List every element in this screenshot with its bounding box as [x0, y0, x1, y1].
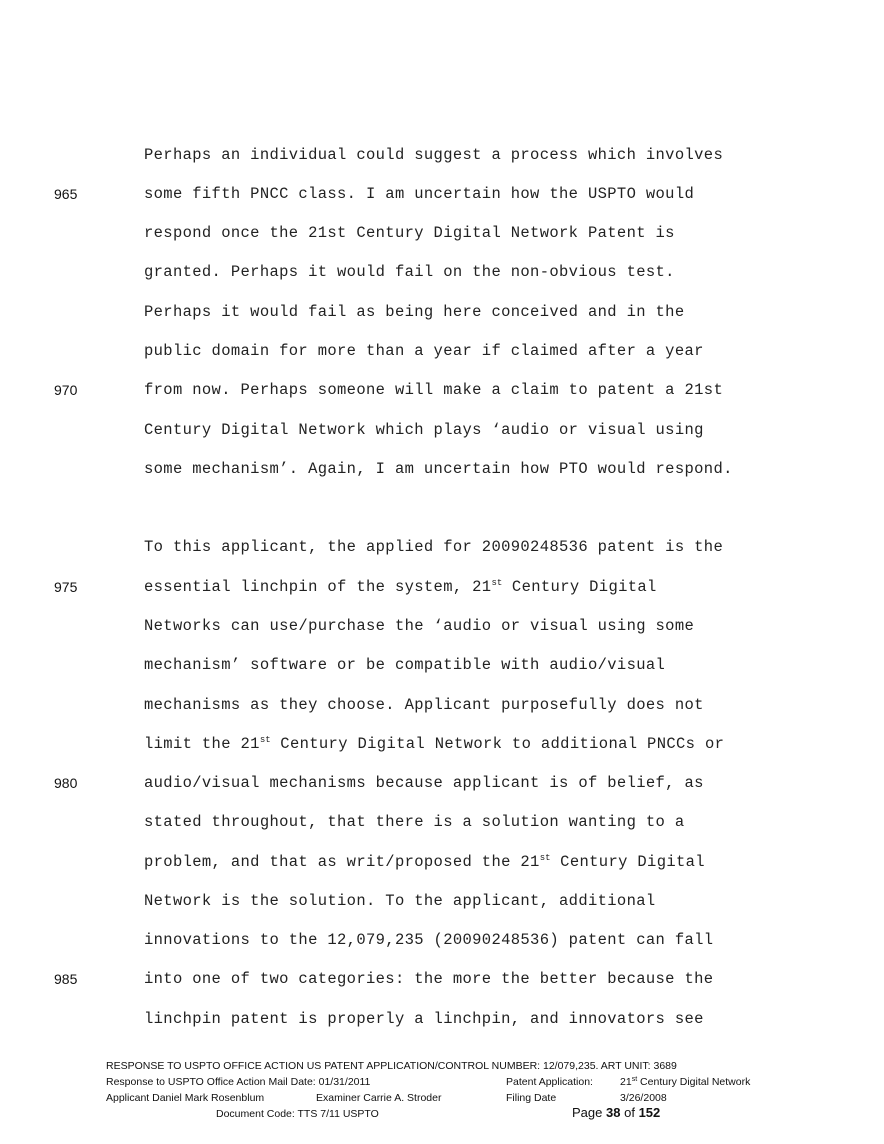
footer-row: [106, 1090, 806, 1106]
footer-applicant: Applicant Daniel Mark Rosenblum: [106, 1092, 265, 1104]
footer-row: [106, 1074, 806, 1090]
text-line: Networks can use/purchase the ‘audio or visual using some: [144, 617, 695, 635]
text-line: respond once the 21st Century Digital Network Patent is: [144, 224, 675, 242]
text-line: limit the 21st Century Digital Network to additional PNCCs or: [144, 735, 725, 753]
text-line: audio/visual mechanisms because applicant is of belief, as: [144, 774, 704, 792]
footer-document-code: Document Code: TTS 7/11 USPTO: [216, 1108, 379, 1120]
text-line: problem, and that as writ/proposed the 21st Century Digital: [144, 853, 705, 871]
text-line: some fifth PNCC class. I am uncertain how the USPTO would: [144, 185, 695, 203]
footer-patent-application-label: Patent Application:: [506, 1076, 593, 1088]
footer-application-info: RESPONSE TO USPTO OFFICE ACTION US PATENT APPLICATION/CONTROL NUMBER: 12/079,235. ART UNIT: 3689: [106, 1060, 677, 1072]
text-line: mechanism’ software or be compatible with audio/visual: [144, 656, 666, 674]
text-line: into one of two categories: the more the better because the: [144, 970, 714, 988]
footer-patent-application-title: 21st Century Digital Network: [620, 1076, 751, 1088]
page-indicator: Page 38 of 152: [572, 1105, 661, 1120]
text-line: public domain for more than a year if claimed after a year: [144, 342, 704, 360]
line-number: 965: [54, 186, 78, 202]
text-line: linchpin patent is properly a linchpin, and innovators see: [144, 1010, 704, 1028]
footer-row: [106, 1106, 806, 1122]
text-line: from now. Perhaps someone will make a claim to patent a 21st: [144, 381, 724, 399]
text-line: innovations to the 12,079,235 (20090248536) patent can fall: [144, 931, 714, 949]
text-line: Century Digital Network which plays ‘audio or visual using: [144, 421, 704, 439]
line-number: 970: [54, 382, 78, 398]
text-line: stated throughout, that there is a solution wanting to a: [144, 813, 685, 831]
line-number: 980: [54, 775, 78, 791]
text-line: Perhaps it would fail as being here conceived and in the: [144, 303, 685, 321]
text-line: some mechanism’. Again, I am uncertain how PTO would respond.: [144, 460, 733, 478]
page-footer: [106, 1058, 806, 1122]
text-line: essential linchpin of the system, 21st Century Digital: [144, 578, 657, 596]
text-line: To this applicant, the applied for 20090248536 patent is the: [144, 538, 724, 556]
footer-mail-date: Response to USPTO Office Action Mail Date: 01/31/2011: [106, 1076, 371, 1088]
text-line: Network is the solution. To the applicant, additional: [144, 892, 656, 910]
text-line: mechanisms as they choose. Applicant purposefully does not: [144, 696, 704, 714]
line-number: 985: [54, 971, 78, 987]
footer-row: [106, 1058, 806, 1074]
line-number: 975: [54, 579, 78, 595]
footer-examiner: Examiner Carrie A. Stroder: [316, 1092, 442, 1104]
text-line: granted. Perhaps it would fail on the non-obvious test.: [144, 263, 675, 281]
text-line: Perhaps an individual could suggest a process which involves: [144, 146, 724, 164]
footer-filing-date-label: Filing Date: [506, 1092, 557, 1104]
footer-filing-date-value: 3/26/2008: [620, 1092, 667, 1104]
